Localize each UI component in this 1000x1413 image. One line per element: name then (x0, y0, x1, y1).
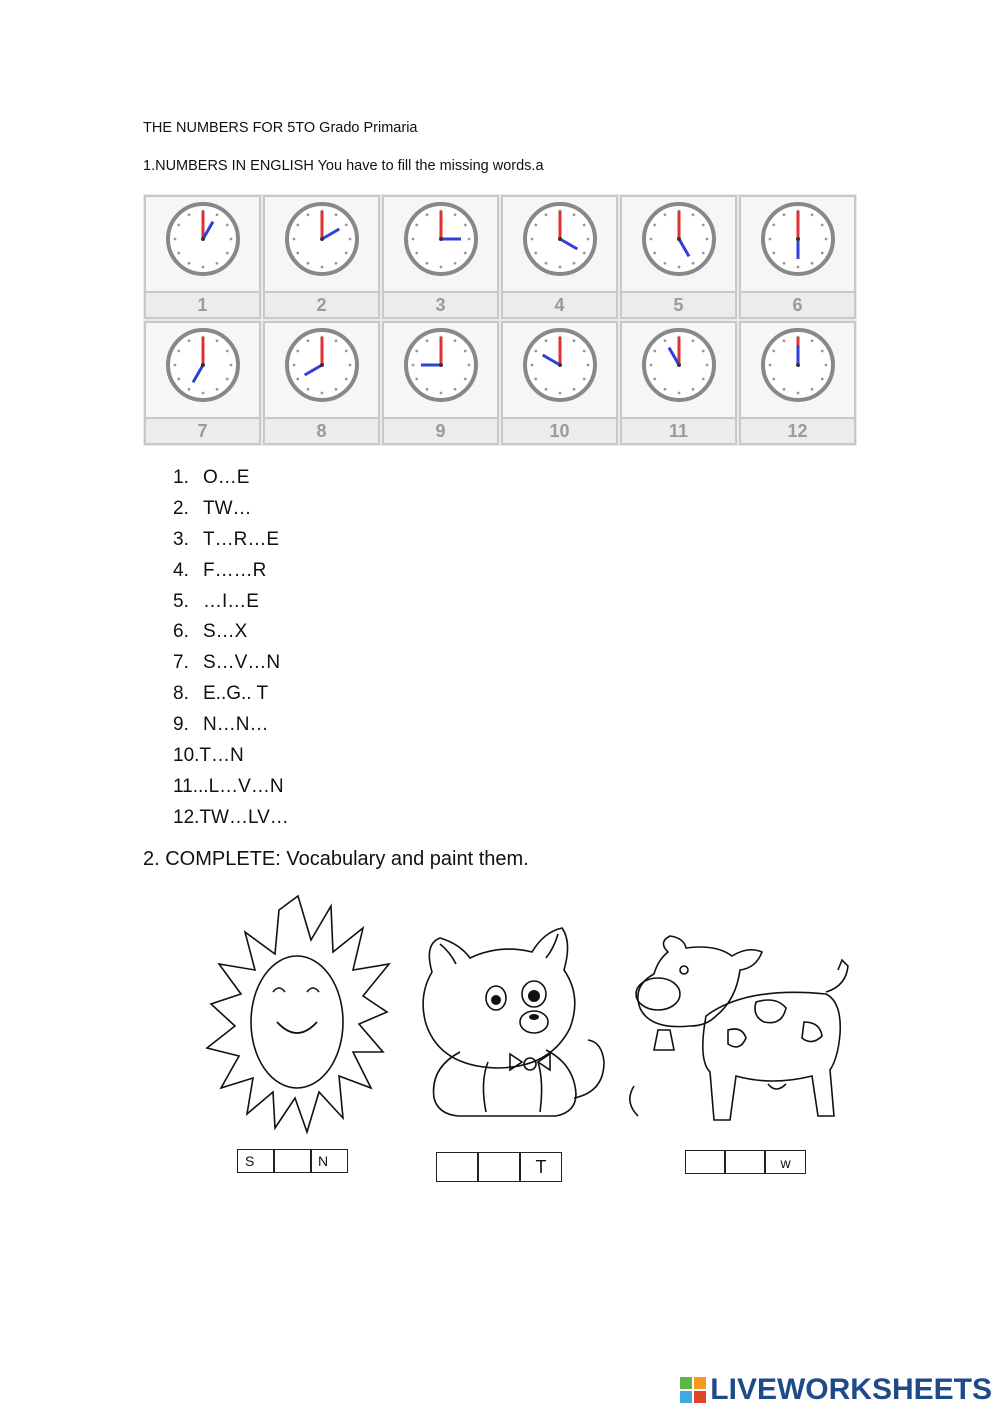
logo-icon (680, 1377, 706, 1403)
cat-body (434, 1050, 576, 1116)
cat-tail (574, 1040, 604, 1098)
clock-face-icon (165, 327, 241, 403)
item-word: E..G.. T (203, 683, 269, 705)
item-word: S…X (203, 621, 248, 643)
cow-snout (636, 978, 680, 1010)
clock-number: 5 (622, 291, 735, 317)
item-number: 10. (173, 745, 200, 767)
clock-number: 10 (503, 417, 616, 443)
answer-box[interactable] (274, 1149, 311, 1173)
clock-face-icon (284, 201, 360, 277)
item-word: TW…LV… (199, 806, 289, 828)
clock-face-icon (522, 201, 598, 277)
clock-cell (620, 195, 737, 319)
clock-number: 6 (741, 291, 854, 317)
instruction-numbers: 1.NUMBERS IN ENGLISH You have to fill the missing words.a (143, 158, 544, 174)
cow-udder (768, 1084, 786, 1089)
cow-eye (680, 966, 688, 974)
clock-face-icon (165, 201, 241, 277)
clock-cell (501, 321, 618, 445)
clock-face-icon (403, 327, 479, 403)
answer-box[interactable]: N (311, 1149, 348, 1173)
cow-spot-2 (728, 1029, 746, 1047)
item-number: 2. (173, 497, 189, 519)
missing-words-list (173, 463, 289, 834)
answer-box[interactable] (436, 1152, 478, 1182)
page-title: THE NUMBERS FOR 5TO Grado Primaria (143, 120, 418, 136)
item-number: 1. (173, 467, 189, 488)
cat-ear-right (546, 934, 558, 958)
item-word: …I…E (203, 590, 259, 612)
clock-cell (263, 321, 380, 445)
clock-number: 9 (384, 417, 497, 443)
clock-cell (739, 321, 856, 445)
cow-spot-3 (802, 1022, 822, 1042)
cow-tail (826, 960, 848, 992)
item-number: 6. (173, 621, 189, 643)
answer-box[interactable]: S (237, 1149, 274, 1173)
cow-head (638, 936, 762, 1027)
cow-answer-boxes (685, 1150, 806, 1174)
cow-body (703, 992, 840, 1120)
sun-left-eye (273, 988, 285, 992)
item-word: S…V…N (203, 652, 281, 674)
item-word: ..L…V…N (198, 775, 284, 797)
clock-cell (501, 195, 618, 319)
list-item (173, 648, 289, 679)
clock-number: 12 (741, 417, 854, 443)
clock-grid (143, 194, 857, 446)
clock-number: 3 (384, 291, 497, 317)
cat-drawing (410, 912, 610, 1117)
clock-cell (620, 321, 737, 445)
answer-box[interactable] (478, 1152, 520, 1182)
sun-answer-boxes (237, 1149, 348, 1173)
item-number: 7. (173, 652, 189, 674)
item-number: 5. (173, 590, 189, 612)
item-number: 8. (173, 683, 189, 705)
list-item (173, 525, 289, 556)
clock-face-icon (760, 327, 836, 403)
sun-face (251, 956, 343, 1088)
sun-right-eye (307, 988, 319, 992)
clock-face-icon (284, 327, 360, 403)
clock-face-icon (641, 201, 717, 277)
list-item (173, 587, 289, 618)
clock-face-icon (522, 327, 598, 403)
list-item (173, 772, 289, 803)
list-item (173, 494, 289, 525)
clock-number: 4 (503, 291, 616, 317)
liveworksheets-logo (680, 1373, 992, 1407)
clock-number: 1 (146, 291, 259, 317)
cat-answer-boxes (436, 1152, 562, 1182)
clock-cell (739, 195, 856, 319)
answer-box[interactable]: w (765, 1150, 806, 1174)
instruction-vocabulary: 2. COMPLETE: Vocabulary and paint them. (143, 848, 529, 870)
cow-spot-1 (755, 1000, 786, 1023)
clock-cell (263, 195, 380, 319)
cow-drawing (628, 930, 856, 1125)
list-item (173, 803, 289, 834)
item-word: N…N… (203, 714, 269, 736)
item-word: TW… (203, 497, 252, 519)
list-item (173, 741, 289, 772)
clock-face-icon (760, 201, 836, 277)
brand-name: LIVEWORKSHEETS (710, 1373, 992, 1406)
item-number: 9. (173, 714, 189, 736)
cat-ear-left (440, 944, 456, 964)
clock-cell (382, 195, 499, 319)
clock-cell (144, 321, 261, 445)
clock-face-icon (403, 201, 479, 277)
clock-cell (144, 195, 261, 319)
sun-drawing (203, 892, 393, 1137)
item-number: 12. (173, 806, 200, 828)
sun-rays (207, 896, 389, 1132)
cow-bell (654, 1030, 674, 1050)
clock-number: 2 (265, 291, 378, 317)
list-item (173, 556, 289, 587)
list-item (173, 617, 289, 648)
item-word: T…N (199, 745, 244, 767)
item-number: 3. (173, 528, 189, 550)
answer-box[interactable]: T (520, 1152, 562, 1182)
answer-box[interactable] (685, 1150, 725, 1174)
list-item (173, 679, 289, 710)
sun-smile (277, 1022, 317, 1033)
item-number: 4. (173, 559, 189, 581)
cat-leg-left (483, 1062, 488, 1112)
item-word: F……R (203, 559, 267, 581)
clock-number: 11 (622, 417, 735, 443)
clock-number: 7 (146, 417, 259, 443)
list-item (173, 710, 289, 741)
item-number: 11. (173, 775, 199, 797)
list-item (173, 463, 289, 494)
cat-leg-right (538, 1062, 542, 1112)
item-word: O…E (203, 467, 250, 488)
clock-cell (382, 321, 499, 445)
clock-number: 8 (265, 417, 378, 443)
answer-box[interactable] (725, 1150, 765, 1174)
item-word: T…R…E (203, 528, 279, 550)
clock-face-icon (641, 327, 717, 403)
